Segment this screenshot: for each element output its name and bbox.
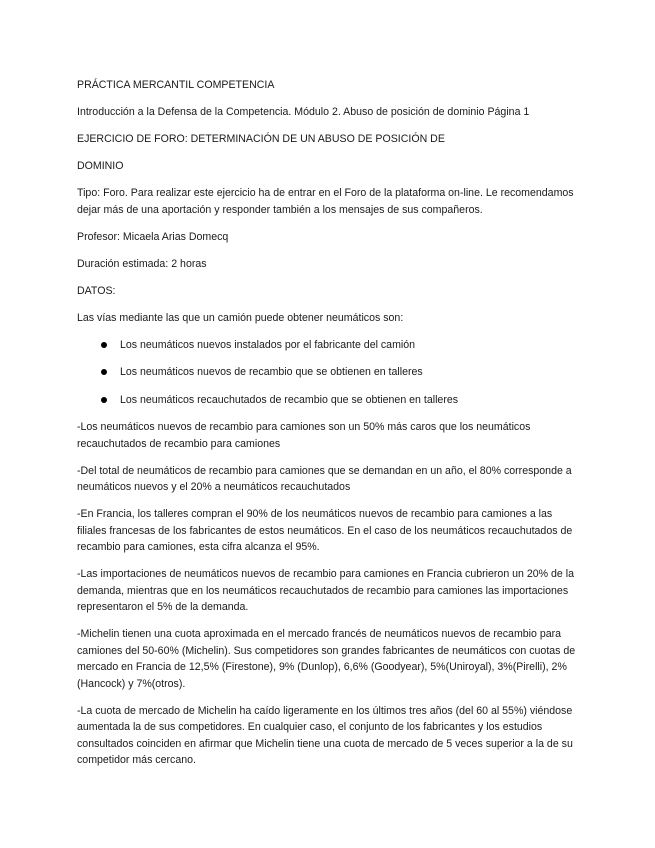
duracion-line: Duración estimada: 2 horas: [77, 257, 207, 270]
body-paragraph: -Del total de neumáticos de recambio para camiones que se demandan en un año, el 80% corresponde a neumáticos nuevos y el 20% a neumáticos recauchutados: [77, 464, 572, 493]
body-paragraph: -En Francia, los talleres compran el 90% de los neumáticos nuevos de recambio para camiones a las filiales francesas de los fabricantes de estos neumáticos. En el caso de los neumáticos recauchutados de recambio para camiones, esta cifra alcanza el 95%.: [77, 508, 573, 553]
bullet-icon: [101, 397, 107, 403]
list-item: [77, 337, 579, 354]
exercise-heading-line2: DOMINIO: [77, 160, 124, 172]
body-paragraph: -Michelin tienen una cuota aproximada en el mercado francés de neumáticos nuevos de recambio para camiones del 50-60% (Michelin). Sus competidores son grandes fabricantes de neumáticos con cuotas de mercado en Francia de 12,5% (Firestone), 9% (Dunlop), 6,6% (Goodyear), 5%(Uniroyal), 3%(Pirelli), 2% (Hancock) y 7%(otros).: [77, 628, 576, 690]
tipo-paragraph: Tipo: Foro. Para realizar este ejercicio ha de entrar en el Foro de la plataforma on-line. Le recomendamos dejar más de una aportación y responder también a los mensajes de sus compañeros.: [77, 187, 574, 216]
list-item-text: Los neumáticos recauchutados de recambio que se obtienen en talleres: [120, 393, 459, 406]
bullet-icon: [101, 342, 107, 348]
bullet-list: [77, 337, 579, 409]
body-paragraph: -La cuota de mercado de Michelin ha caído ligeramente en los últimos tres años (del 60 al 55%) viéndose aumentada la de sus competidores. En cualquier caso, el conjunto de los fabricantes y los estudios consultados coinciden en afirmar que Michelin tiene una cuota de mercado de 5 veces superior a la de su competidor más cercano.: [77, 704, 573, 766]
list-item-text: Los neumáticos nuevos instalados por el fabricante del camión: [120, 338, 416, 351]
document-subtitle: Introducción a la Defensa de la Competencia. Módulo 2. Abuso de posición de dominio Página 1: [77, 106, 530, 118]
document-title: PRÁCTICA MERCANTIL COMPETENCIA: [77, 79, 275, 91]
datos-heading: DATOS:: [77, 284, 116, 297]
bullet-icon: [101, 369, 107, 375]
profesor-line: Profesor: Micaela Arias Domecq: [77, 230, 229, 243]
exercise-heading-line1: EJERCICIO DE FORO: DETERMINACIÓN DE UN ABUSO DE POSICIÓN DE: [77, 133, 445, 145]
intro-paragraph: Las vías mediante las que un camión puede obtener neumáticos son:: [77, 311, 404, 324]
list-item: [77, 364, 579, 381]
list-item: [77, 392, 579, 409]
body-paragraph: -Los neumáticos nuevos de recambio para camiones son un 50% más caros que los neumáticos recauchutados de recambio para camiones: [77, 421, 531, 450]
body-paragraph: -Las importaciones de neumáticos nuevos de recambio para camiones en Francia cubrieron un 20% de la demanda, mientras que en los neumáticos recauchutados de recambio para camiones las importaciones representaron el 5% de la demanda.: [77, 568, 575, 613]
list-item-text: Los neumáticos nuevos de recambio que se obtienen en talleres: [120, 366, 423, 378]
